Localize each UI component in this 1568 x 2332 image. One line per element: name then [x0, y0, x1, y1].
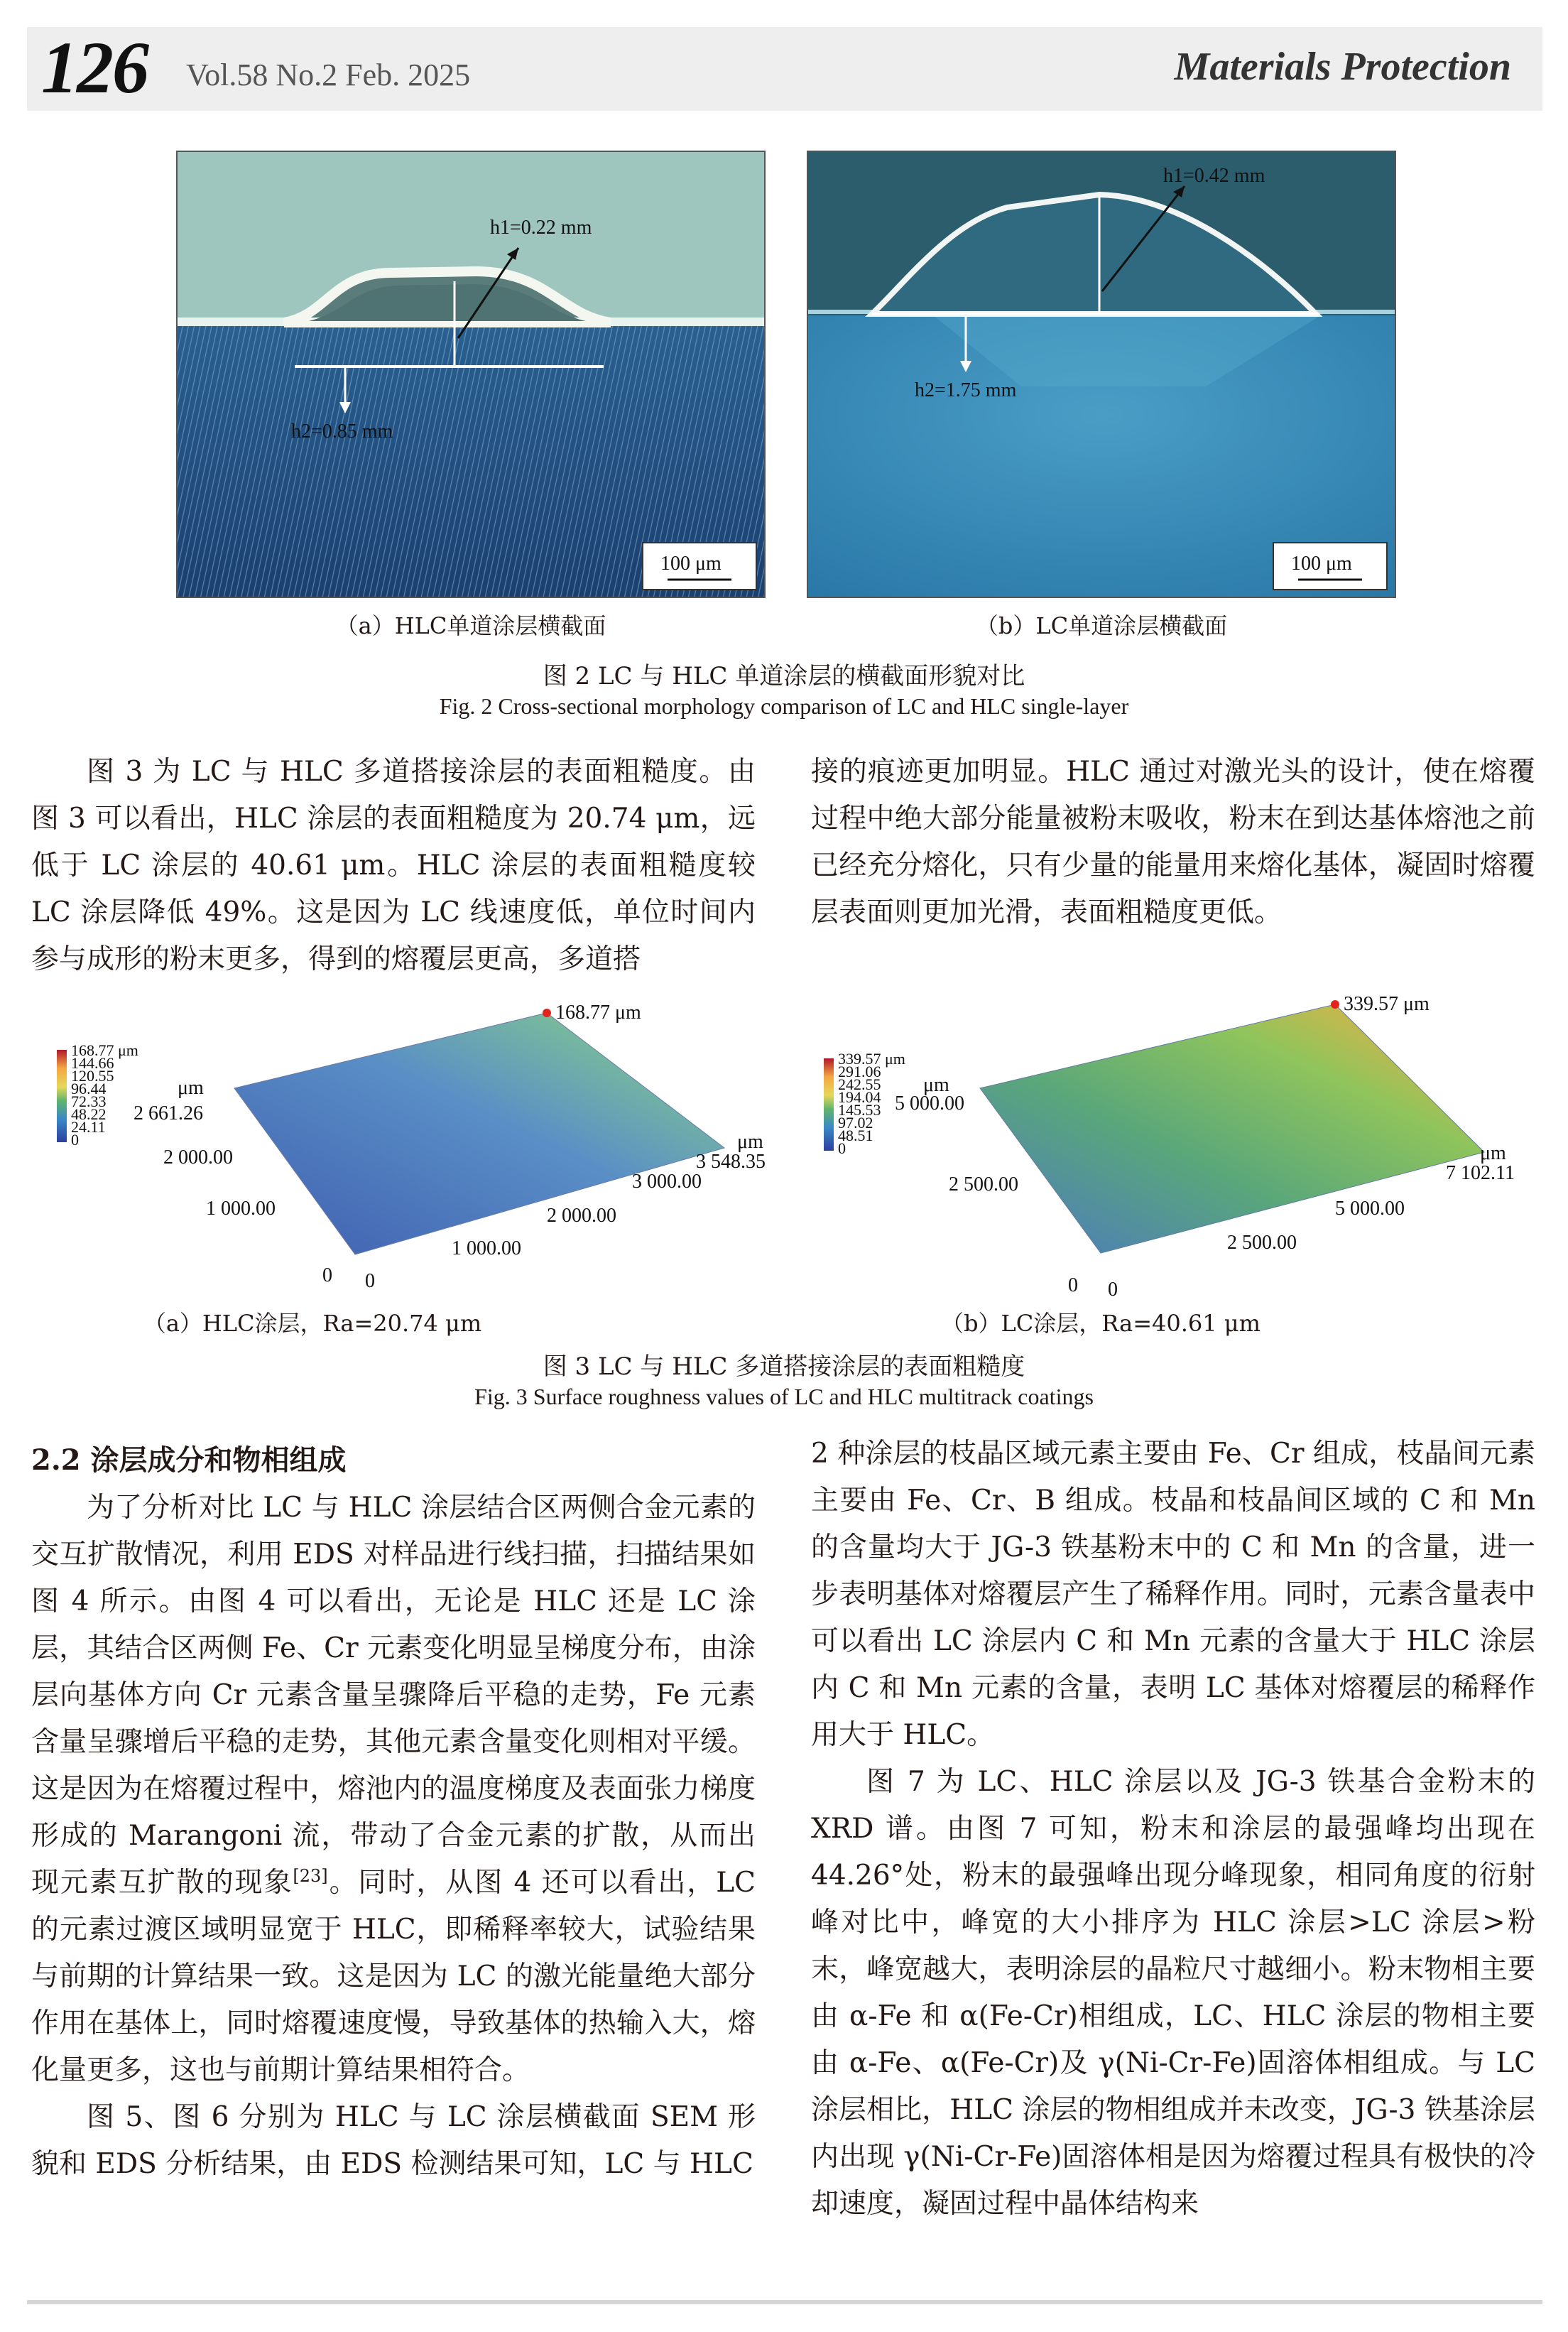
fig3b-xtick-1: 5 000.00 — [1335, 1198, 1405, 1220]
fig3a-unit-y: μm — [178, 1077, 204, 1099]
fig3b-xtick-2: 2 500.00 — [1227, 1232, 1297, 1254]
fig3b-legend-3: 194.04 — [838, 1088, 881, 1106]
fig2b-micrograph — [807, 151, 1396, 598]
fig3a-peak-label: 168.77 μm — [555, 1002, 641, 1024]
volume-info: Vol.58 No.2 Feb. 2025 — [186, 58, 471, 92]
fig3a-xtick-4: 0 — [365, 1270, 375, 1292]
fig3a-caption: （a）HLC涂层，Ra=20.74 μm — [143, 1310, 482, 1337]
fig3a-ytick-0: 2 661.26 — [134, 1102, 203, 1124]
fig3b-legend-5: 97.02 — [838, 1114, 873, 1132]
fig3a-xtick-1: 3 000.00 — [632, 1171, 702, 1193]
fig3a-ytick-2: 1 000.00 — [206, 1198, 276, 1220]
paragraph-fig3-intro-right: 接的痕迹更加明显。HLC 通过对激光头的设计，使在熔覆过程中绝大部分能量被粉末吸收，粉末在到达基体熔池之前已经充分熔化，只有少量的能量用来熔化基体，凝固时熔覆层表面则更加光滑，表面粗糙度更低。 — [811, 756, 1535, 928]
fig3b-ytick-1: 2 500.00 — [949, 1173, 1018, 1195]
fig2a-micrograph — [176, 151, 766, 598]
fig3b-ytick-2: 0 — [1068, 1274, 1078, 1296]
fig2a-scale-label: 100 μm — [660, 553, 722, 575]
fig3b-legend-6: 48.51 — [838, 1127, 873, 1144]
fig3b-unit-y: μm — [923, 1074, 949, 1096]
fig3a-legend-2: 120.55 — [71, 1067, 114, 1085]
fig3a-ytick-1: 2 000.00 — [163, 1146, 233, 1168]
paragraph-fig3-intro-left: 图 3 为 LC 与 HLC 多道搭接涂层的表面粗糙度。由图 3 可以看出，HLC 涂层的表面粗糙度为 20.74 μm，远低于 LC 涂层的 40.61 μm。HLC 涂层的表面粗糙度较 LC 涂层降低 49%。这是因为 LC 线速度低，单位时间内参与成形的粉末更多，得到的熔覆层更高，多道搭 — [31, 756, 756, 975]
fig3b-unit-x: μm — [1480, 1142, 1506, 1164]
fig3a-xtick-2: 2 000.00 — [547, 1205, 616, 1227]
paragraph-eds-right: 2 种涂层的枝晶区域元素主要由 Fe、Cr 组成，枝晶间元素主要由 Fe、Cr、B 组成。枝晶和枝晶间区域的 C 和 Mn 的含量均大于 JG-3 铁基粉末中的 C 和 Mn 的含量，进一步表明基体对熔覆层产生了稀释作用。同时，元素含量表中可以看出 LC 涂层内 C 和 Mn 元素的含量大于 HLC 涂层内 C 和 Mn 元素的含量，表明 LC 基体对熔覆层的稀释作用大于 HLC。 图 7 为 LC、HLC 涂层以及 JG-3 铁基合金粉末的 XRD 谱。由图 7 可知，粉末和涂层的最强峰均出现在 44.26°处，粉末的最强峰出现分峰现象，相同角度的衍射峰对比中，峰宽的大小排序为 HLC 涂层>LC 涂层>粉末，峰宽越大，表明涂层的晶粒尺寸越细小。粉末物相主要由 α-Fe 和 α(Fe-Cr)相组成，LC、HLC 涂层的物相主要由 α-Fe、α(Fe-Cr)及 γ(Ni-Cr-Fe)固溶体相组成。与 LC 涂层相比，HLC 涂层的物相组成并未改变，JG-3 铁基涂层内出现 γ(Ni-Cr-Fe)固溶体相是因为熔覆过程具有极快的冷却速度，凝固过程中晶体结构来 — [811, 1438, 1535, 2220]
fig2a-h1-label: h1=0.22 mm — [490, 217, 592, 239]
fig2a-h2-label: h2=0.85 mm — [291, 421, 393, 443]
fig3a-legend-5: 48.22 — [71, 1105, 107, 1123]
fig3a-legend-7: 0 — [71, 1131, 79, 1149]
fig3b-xtick-3: 0 — [1108, 1279, 1118, 1301]
fig2b-scale-label: 100 μm — [1291, 553, 1352, 575]
journal-name: Materials Protection — [1174, 45, 1511, 89]
fig3a-ytick-3: 0 — [322, 1264, 332, 1286]
fig3a-unit-x: μm — [737, 1131, 763, 1153]
paragraph-eds-left: 为了分析对比 LC 与 HLC 涂层结合区两侧合金元素的交互扩散情况，利用 EDS 对样品进行线扫描，扫描结果如图 4 所示。由图 4 可以看出，无论是 HLC 还是 LC 涂层，其结合区两侧 Fe、Cr 元素变化明显呈梯度分布，由涂层向基体方向 Cr 元素含量呈骤降后平稳的走势，Fe 元素含量呈骤增后平稳的走势，其他元素含量变化则相对平缓。这是因为在熔覆过程中，熔池内的温度梯度及表面张力梯度形成的 Marangoni 流，带动了合金元素的扩散，从而出现元素互扩散的现象[23]。同时，从图 4 还可以看出，LC 的元素过渡区域明显宽于 HLC，即稀释率较大，试验结果与前期的计算结果一致。这是因为 LC 的激光能量绝大部分作用在基体上，同时熔覆速度慢，导致基体的热输入大，熔化量更多，这也与前期计算结果相符合。 图 5、图 6 分别为 HLC 与 LC 涂层横截面 SEM 形貌和 EDS 分析结果，由 EDS 检测结果可知，LC 与 HLC — [31, 1492, 756, 2180]
fig2-caption-en: Fig. 2 Cross-sectional morphology comparison of LC and HLC single-layer — [439, 693, 1129, 719]
reference-23: [23] — [293, 1866, 328, 1886]
fig3a-xtick-0: 3 548.35 — [696, 1151, 766, 1173]
fig3b-ytick-0: 5 000.00 — [895, 1092, 964, 1115]
fig2b-caption: （b）LC单道涂层横截面 — [975, 612, 1228, 639]
fig3b-peak-label: 339.57 μm — [1344, 994, 1430, 1015]
fig3-caption-zh: 图 3 LC 与 HLC 多道搭接涂层的表面粗糙度 — [543, 1352, 1025, 1381]
fig3-caption-en: Fig. 3 Surface roughness values of LC and HLC multitrack coatings — [474, 1384, 1094, 1409]
fig3a-legend-1: 144.66 — [71, 1054, 114, 1072]
fig3a-legend-4: 72.33 — [71, 1092, 107, 1110]
fig3a-surface-plot — [57, 1002, 781, 1307]
fig3a-legend-3: 96.44 — [71, 1080, 107, 1097]
section-2-2-title: 2.2 涂层成分和物相组成 — [31, 1443, 347, 1477]
fig3b-xtick-0: 7 102.11 — [1446, 1162, 1515, 1184]
fig3b-legend-2: 242.55 — [838, 1075, 881, 1093]
bottom-rule — [27, 2300, 1542, 2304]
fig2-caption-zh: 图 2 LC 与 HLC 单道涂层的横截面形貌对比 — [543, 662, 1025, 690]
fig3b-legend-1: 291.06 — [838, 1063, 881, 1080]
fig3b-legend-7: 0 — [838, 1139, 846, 1157]
fig2a-caption: （a）HLC单道涂层横截面 — [335, 612, 606, 639]
fig2b-h1-label: h1=0.42 mm — [1163, 165, 1265, 187]
fig2b-h2-label: h2=1.75 mm — [915, 379, 1017, 401]
page-number: 126 — [41, 27, 148, 109]
fig3a-legend-6: 24.11 — [71, 1118, 106, 1136]
fig3a-legend-0: 168.77 μm — [71, 1041, 138, 1059]
fig3a-xtick-3: 1 000.00 — [452, 1237, 521, 1259]
fig3b-legend-0: 339.57 μm — [838, 1050, 905, 1068]
fig3b-legend-4: 145.53 — [838, 1101, 881, 1119]
fig3b-surface-plot — [824, 994, 1541, 1307]
fig3b-caption: （b）LC涂层，Ra=40.61 μm — [941, 1310, 1261, 1337]
